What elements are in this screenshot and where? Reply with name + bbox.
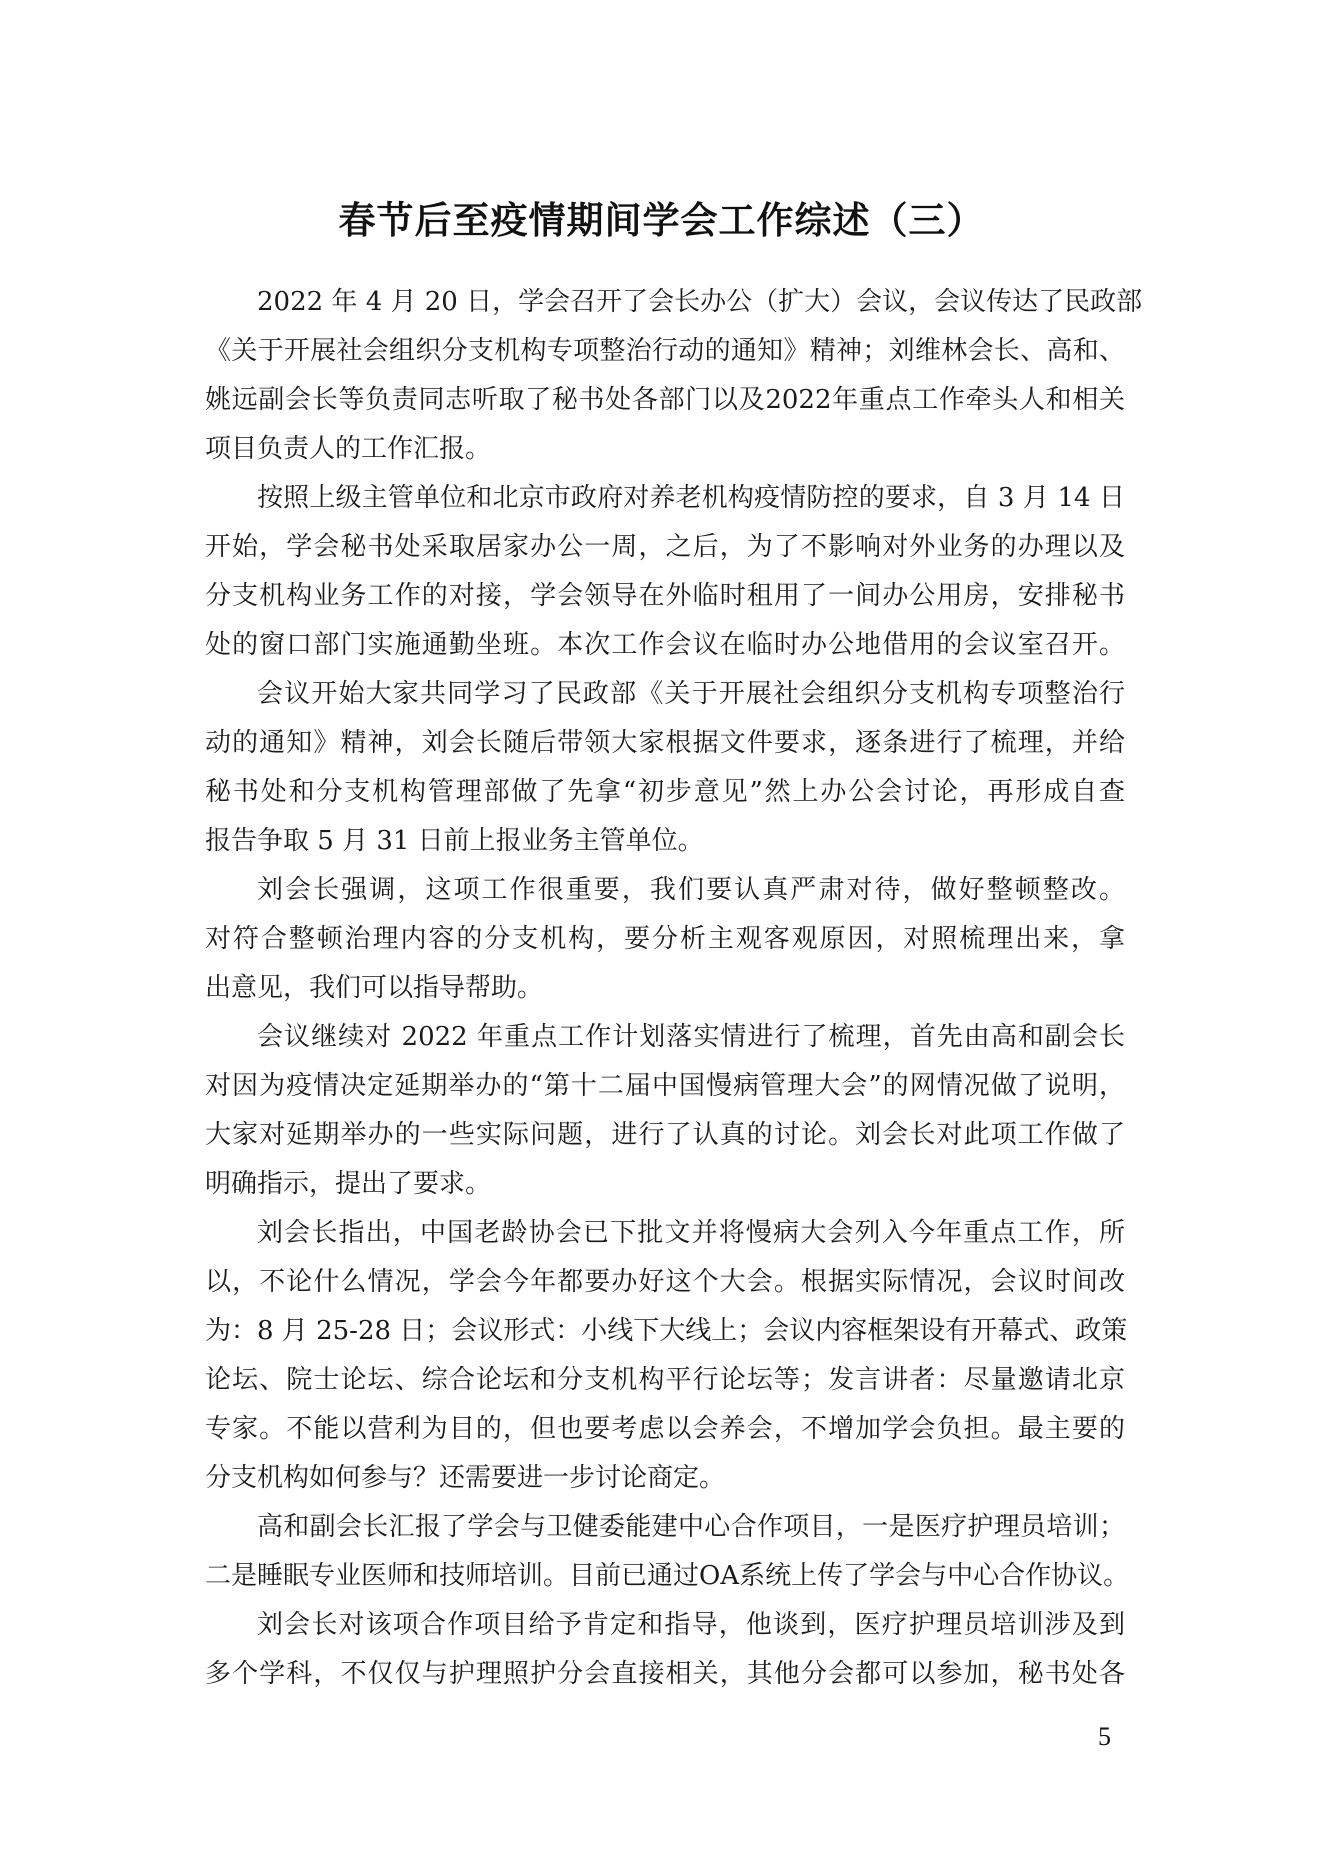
text-line: 刘会长对该项合作项目给予肯定和指导，他谈到，医疗护理员培训涉及到 bbox=[257, 1610, 1125, 1640]
text-line: 报告争取 5 月 31 日前上报业务主管单位。 bbox=[205, 826, 704, 856]
text-line: 论坛、院士论坛、综合论坛和分支机构平行论坛等；发言讲者：尽量邀请北京 bbox=[205, 1365, 1125, 1395]
text-line: 出意见，我们可以指导帮助。 bbox=[205, 973, 544, 1003]
paragraph bbox=[205, 866, 1125, 1013]
text-line: 对因为疫情决定延期举办的“第十二届中国慢病管理大会”的网情况做了说明， bbox=[205, 1071, 1125, 1101]
text-line: 为：8 月 25-28 日；会议形式：小线下大线上；会议内容框架设有开幕式、政策 bbox=[205, 1316, 1128, 1346]
text-line: 以，不论什么情况，学会今年都要办好这个大会。根据实际情况，会议时间改 bbox=[205, 1267, 1125, 1297]
paragraph bbox=[205, 474, 1125, 670]
document-body bbox=[205, 278, 1143, 1699]
text-line: 大家对延期举办的一些实际问题，进行了认真的讨论。刘会长对此项工作做了 bbox=[205, 1120, 1125, 1150]
text-line: 动的通知》精神，刘会长随后带领大家根据文件要求，逐条进行了梳理，并给 bbox=[205, 728, 1125, 758]
text-line: 对符合整顿治理内容的分支机构，要分析主观客观原因，对照梳理出来，拿 bbox=[205, 924, 1125, 954]
text-line: 2022 年 4 月 20 日，学会召开了会长办公（扩大）会议，会议传达了民政部 bbox=[257, 287, 1143, 317]
text-line: 会议继续对 2022 年重点工作计划落实情进行了梳理，首先由高和副会长 bbox=[257, 1022, 1125, 1052]
text-line: 二是睡眠专业医师和技师培训。目前已通过OA系统上传了学会与中心合作协议。 bbox=[205, 1561, 1130, 1591]
text-line: 高和副会长汇报了学会与卫健委能建中心合作项目，一是医疗护理员培训； bbox=[257, 1512, 1125, 1542]
paragraph bbox=[205, 1013, 1125, 1209]
text-line: 《关于开展社会组织分支机构专项整治行动的通知》精神；刘维林会长、高和、 bbox=[205, 336, 1125, 366]
text-line: 按照上级主管单位和北京市政府对养老机构疫情防控的要求，自 3 月 14 日 bbox=[257, 483, 1125, 513]
text-line: 开始，学会秘书处采取居家办公一周，之后，为了不影响对外业务的办理以及 bbox=[205, 532, 1125, 562]
paragraph bbox=[205, 278, 1143, 474]
text-line: 姚远副会长等负责同志听取了秘书处各部门以及2022年重点工作牵头人和相关 bbox=[205, 385, 1125, 415]
paragraph bbox=[205, 1601, 1125, 1699]
text-line: 刘会长强调，这项工作很重要，我们要认真严肃对待，做好整顿整改。 bbox=[257, 875, 1125, 905]
paragraph bbox=[205, 1209, 1128, 1503]
text-line: 项目负责人的工作汇报。 bbox=[205, 434, 492, 464]
text-line: 刘会长指出，中国老龄协会已下批文并将慢病大会列入今年重点工作，所 bbox=[257, 1218, 1125, 1248]
page-number: 5 bbox=[1098, 1722, 1111, 1751]
text-line: 秘书处和分支机构管理部做了先拿“初步意见”然上办公会讨论，再形成自查 bbox=[205, 777, 1125, 807]
text-line: 分支机构如何参与？还需要进一步讨论商定。 bbox=[205, 1463, 726, 1493]
text-line: 会议开始大家共同学习了民政部《关于开展社会组织分支机构专项整治行 bbox=[257, 679, 1125, 709]
paragraph bbox=[205, 670, 1125, 866]
text-line: 明确指示，提出了要求。 bbox=[205, 1169, 492, 1199]
paragraph bbox=[205, 1503, 1130, 1601]
text-line: 专家。不能以营利为目的，但也要考虑以会养会，不增加学会负担。最主要的 bbox=[205, 1414, 1125, 1444]
text-line: 处的窗口部门实施通勤坐班。本次工作会议在临时办公地借用的会议室召开。 bbox=[205, 630, 1125, 660]
text-line: 多个学科，不仅仅与护理照护分会直接相关，其他分会都可以参加，秘书处各 bbox=[205, 1659, 1125, 1689]
document-title: 春节后至疫情期间学会工作综述（三） bbox=[338, 198, 985, 242]
text-line: 分支机构业务工作的对接，学会领导在外临时租用了一间办公用房，安排秘书 bbox=[205, 581, 1125, 611]
